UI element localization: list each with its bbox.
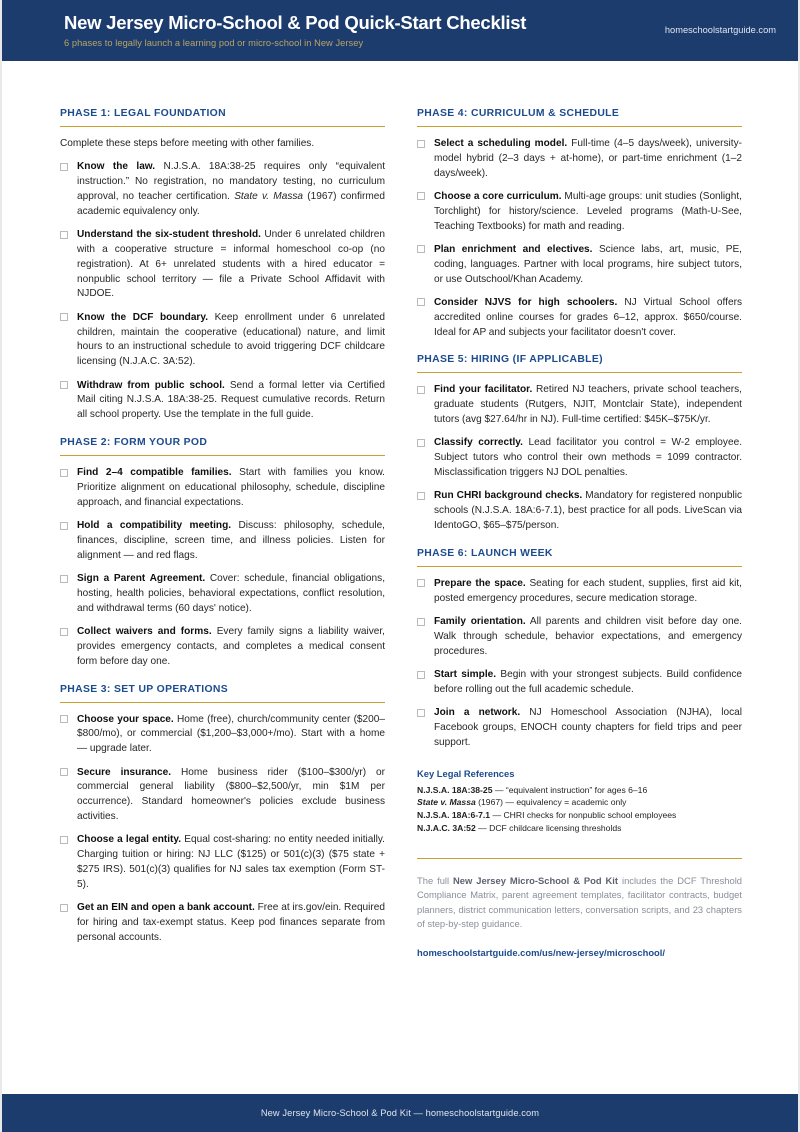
checklist-item-body: Mandatory for registered nonpublic schools (N.J.S.A. 18A:6-7.1), best practice for all pods. LiveScan via IdentoGO, $65–$75/person. <box>434 490 742 532</box>
left-column <box>60 108 385 1094</box>
checklist-item[interactable] <box>60 160 385 219</box>
checklist-item[interactable] <box>60 625 385 669</box>
checklist-item[interactable] <box>417 243 742 287</box>
document-header <box>2 0 798 61</box>
phase-heading: PHASE 6: LAUNCH WEEK <box>417 547 553 559</box>
phase-heading: PHASE 4: CURRICULUM & SCHEDULE <box>417 108 620 119</box>
checklist-item-body: NJ Virtual School offers accredited online courses for grades 6–12, approx. $650/course. Ideal for AP and subjects your facilitator doesn't cover. <box>434 296 742 338</box>
checkbox-icon[interactable] <box>60 575 68 583</box>
reference-description: — DCF childcare licensing thresholds <box>475 822 622 833</box>
reference-citation: N.J.A.C. 3A:52 <box>417 822 476 833</box>
checklist-item-body: Home business rider ($100–$300/yr) or commercial general liability ($800–$2,500/yr, min $1M per occurrence). Standard homeowner's policies exclude business activities. <box>77 766 385 822</box>
checklist-item[interactable] <box>417 615 742 659</box>
checkbox-icon[interactable] <box>417 579 425 587</box>
checklist-item[interactable] <box>417 190 742 234</box>
checklist-item-title: Find your facilitator. <box>434 384 533 396</box>
checklist-item-title: Know the law. <box>77 161 156 173</box>
checkbox-icon[interactable] <box>60 715 68 723</box>
checklist-item-title: Find 2–4 compatible families. <box>77 467 232 479</box>
header-site-url: homeschoolstartguide.com <box>664 25 776 35</box>
phase-section <box>417 108 742 340</box>
checklist <box>60 160 385 423</box>
phase-divider <box>60 702 385 703</box>
page-subtitle: 6 phases to legally launch a learning pod or micro-school in New Jersey <box>64 37 364 48</box>
reference-description: — CHRI checks for nonpublic school employees <box>490 810 677 821</box>
checklist-item-body: Lead facilitator you control = W-2 employee. Subject tutors who control their own methods = 1099 contractor. Misclassification triggers NJ DOL penalties. <box>434 437 742 479</box>
checklist-item-title: Collect waivers and forms. <box>77 626 212 638</box>
checkbox-icon[interactable] <box>60 836 68 844</box>
document-body <box>2 61 798 1094</box>
checkbox-icon[interactable] <box>60 313 68 321</box>
checklist-item[interactable] <box>60 228 385 302</box>
checklist-item[interactable] <box>60 466 385 510</box>
phase-heading: PHASE 3: SET UP OPERATIONS <box>60 683 229 695</box>
checklist-item[interactable] <box>60 519 385 563</box>
checkbox-icon[interactable] <box>417 492 425 500</box>
checklist-item[interactable] <box>60 311 385 370</box>
reference-item <box>417 784 742 797</box>
checklist-item-title: Choose a legal entity. <box>77 834 182 846</box>
checklist <box>417 383 742 533</box>
checklist-item-title: Plan enrichment and electives. <box>434 243 593 255</box>
references-heading: Key Legal References <box>417 767 515 779</box>
checklist-item-body: Home (free), church/community center ($200–$800/mo), or commercial ($1,200–$3,000+/mo). Start with a home — upgrade later. <box>77 713 386 755</box>
checklist-item-case-citation: State v. Massa <box>234 190 304 202</box>
checklist-item[interactable] <box>417 577 742 607</box>
checklist-item-body-tail: (1967) confirmed academic equivalency only. <box>77 190 385 217</box>
checklist-item-body: Retired NJ teachers, private school teachers, graduate students (Rutgers, NJIT, Montclair State), independent tutors (avg $27.64/hr in NJ). Full-time certified: $45K–$75K/yr. <box>434 384 742 426</box>
phase-divider <box>60 126 385 127</box>
phase-divider <box>417 126 742 127</box>
reference-description: — “equivalent instruction” for ages 6–16 <box>492 784 648 795</box>
checkbox-icon[interactable] <box>417 386 425 394</box>
checklist-item-title: Consider NJVS for high schoolers. <box>434 296 618 308</box>
checklist-item-title: Withdraw from public school. <box>77 379 225 391</box>
footer-text: New Jersey Micro-School & Pod Kit — homeschoolstartguide.com <box>260 1108 540 1118</box>
checklist-item-title: Secure insurance. <box>77 766 172 778</box>
checklist <box>60 713 385 946</box>
checklist-item-body: All parents and children visit before day one. Walk through schedule, behavior expectations, and emergency procedures. <box>434 616 742 657</box>
phase-section <box>60 684 385 946</box>
checkbox-icon[interactable] <box>60 904 68 912</box>
checkbox-icon[interactable] <box>60 469 68 477</box>
phase-divider <box>417 372 742 373</box>
checkbox-icon[interactable] <box>60 381 68 389</box>
checkbox-icon[interactable] <box>60 768 68 776</box>
checklist-item-title: Get an EIN and open a bank account. <box>77 902 255 914</box>
checkbox-icon[interactable] <box>417 298 425 306</box>
checklist-item-body: Seating for each student, supplies, first aid kit, posted emergency procedures, secure medication storage. <box>434 577 742 604</box>
checklist-item-title: Run CHRI background checks. <box>434 490 583 502</box>
checklist-item-title: Understand the six-student threshold. <box>77 229 261 241</box>
checklist-item-title: Prepare the space. <box>434 577 526 589</box>
checklist-item-body: NJ Homeschool Association (NJHA), local Facebook groups, ENOCH county chapters for field trips and peer support. <box>434 707 742 748</box>
checklist-item[interactable] <box>60 766 385 825</box>
checklist-item[interactable] <box>417 383 742 427</box>
header-text-group <box>64 13 665 48</box>
checklist-item-title: Know the DCF boundary. <box>77 311 209 323</box>
document-footer <box>2 1094 798 1132</box>
checklist-item-title: Start simple. <box>434 669 497 681</box>
page-title: New Jersey Micro-School & Pod Quick-Start Checklist <box>64 12 527 34</box>
promo-section <box>417 858 742 961</box>
checklist-item-body: Keep enrollment under 6 unrelated children, maintain the cooperative (educational) nature, and limit hours to an instructional schedule to avoid triggering DCF childcare licensing (N.J.A.C. 3A:52). <box>77 311 385 368</box>
phase-heading: PHASE 5: HIRING (IF APPLICABLE) <box>417 354 603 366</box>
checklist-item[interactable] <box>417 489 742 533</box>
phase-section <box>417 354 742 533</box>
key-legal-references <box>417 768 742 835</box>
checkbox-icon[interactable] <box>417 439 425 447</box>
checkbox-icon[interactable] <box>60 231 68 239</box>
checklist-item-body: Every family signs a liability waiver, provides emergency contacts, and completes a medical consent form before day one. <box>77 626 385 667</box>
promo-link[interactable]: homeschoolstartguide.com/us/new-jersey/microschool/ <box>417 946 665 958</box>
phase-divider <box>60 455 385 456</box>
checklist-item-body: Equal cost-sharing: no entity needed initially. Charging tuition or hiring: NJ LLC ($125) or 501(c)(3) ($75 state + $275 IRS). 501(c)(3) qualifies for NJ sales tax exemption (Form ST-5). <box>77 834 385 890</box>
promo-description <box>417 874 742 932</box>
checklist-item-body: Send a formal letter via Certified Mail citing N.J.S.A. 18A:38-25. Request cumulative records. Return all school property. Use the template in the full guide. <box>77 379 385 421</box>
phase-divider <box>417 566 742 567</box>
checklist-item[interactable] <box>417 137 742 181</box>
checklist-item-body: Cover: schedule, financial obligations, hosting, health policies, behavioral expectations, conflict resolution, and withdrawal terms (60 days' notice). <box>77 573 385 614</box>
checklist-item[interactable] <box>417 668 742 698</box>
checkbox-icon[interactable] <box>60 163 68 171</box>
phase-section <box>60 108 385 423</box>
phase-heading: PHASE 1: LEGAL FOUNDATION <box>60 108 226 119</box>
checkbox-icon[interactable] <box>417 671 425 679</box>
checklist-item[interactable] <box>60 833 385 892</box>
checklist <box>60 466 385 669</box>
checklist-item-body: Free at irs.gov/ein. Required for hiring and tax-exempt status. Keep pod finances separate from personal accounts. <box>77 902 386 943</box>
checklist-item-title: Classify correctly. <box>434 437 523 449</box>
checklist-item[interactable] <box>417 436 742 480</box>
checklist-item-title: Join a network. <box>434 707 521 719</box>
reference-description: (1967) — equivalency = academic only <box>475 797 627 808</box>
checkbox-icon[interactable] <box>417 618 425 626</box>
checklist-item-title: Choose your space. <box>77 713 174 725</box>
checklist-item-body: Begin with your strongest subjects. Build confidence before rolling out the full academic schedule. <box>434 669 742 695</box>
checkbox-icon[interactable] <box>417 709 425 717</box>
checklist <box>417 577 742 751</box>
checklist-item[interactable] <box>60 379 385 423</box>
checklist-item-body: Full-time (4–5 days/week), university-model hybrid (2–3 days + at-home), or part-time enrichment (1–2 days/week). <box>434 138 742 179</box>
reference-citation: State v. Massa <box>417 797 476 808</box>
checklist-item-title: Choose a core curriculum. <box>434 190 562 202</box>
phase-section <box>60 437 385 669</box>
promo-lead-text: The full <box>417 874 454 886</box>
checklist-item-body: N.J.S.A. 18A:38-25 requires only “equivalent instruction.” No registration, no mandatory testing, no curriculum approval, no teacher certification. <box>77 161 385 202</box>
checkbox-icon[interactable] <box>60 522 68 530</box>
phase-intro-text: Complete these steps before meeting with other families. <box>60 138 315 149</box>
promo-divider <box>417 858 742 859</box>
checklist-item-body: Under 6 unrelated children with a cooperative structure = informal homeschool co-op (no registration). At 6+ unrelated students with a hired educator = nonpublic school territory — file a Private School Affidavit with NJDOE. <box>77 229 385 300</box>
reference-citation: N.J.S.A. 18A:6-7.1 <box>417 810 491 821</box>
checklist-item-title: Sign a Parent Agreement. <box>77 573 206 585</box>
checklist-item-body: Discuss: philosophy, schedule, finances, discipline, screen time, and illness policies. Listen for alignment — and red flags. <box>77 520 385 561</box>
right-column <box>417 108 742 1094</box>
references-list <box>417 784 742 835</box>
checkbox-icon[interactable] <box>417 192 425 200</box>
checklist-item[interactable] <box>60 901 385 945</box>
checklist-item-title: Hold a compatibility meeting. <box>77 520 232 532</box>
promo-tail-text: includes the DCF Threshold Compliance Matrix, parent agreement templates, facilitator contracts, budget planners, district communication letters, conversation scripts, and 23 chapters of step-by-step guidance. <box>417 874 742 930</box>
checklist-item-body: Science labs, art, music, PE, coding, languages. Partner with local programs, hire subject tutors, or use Outschool/Khan Academy. <box>434 243 742 285</box>
phase-heading: PHASE 2: FORM YOUR POD <box>60 437 208 449</box>
reference-item <box>417 809 742 822</box>
checkbox-icon[interactable] <box>60 628 68 636</box>
reference-item <box>417 822 742 835</box>
checklist-item[interactable] <box>60 572 385 616</box>
checklist-item-title: Family orientation. <box>434 616 526 628</box>
checklist-item[interactable] <box>417 706 742 750</box>
promo-kit-name: New Jersey Micro-School & Pod Kit <box>453 874 619 886</box>
checklist-item-title: Select a scheduling model. <box>434 138 568 149</box>
checklist-item[interactable] <box>60 713 385 757</box>
checkbox-icon[interactable] <box>417 245 425 253</box>
phase-section <box>417 548 742 751</box>
checklist-item[interactable] <box>417 296 742 340</box>
reference-citation: N.J.S.A. 18A:38-25 <box>417 784 493 795</box>
reference-item <box>417 796 742 809</box>
checklist <box>417 137 742 340</box>
checkbox-icon[interactable] <box>417 140 425 148</box>
checklist-item-body: Multi-age groups: unit studies (Sonlight, Torchlight) for history/science. Leveled programs (Math-U-See, Teaching Textbooks) for math and reading. <box>434 190 742 232</box>
checklist-item-body: Start with families you know. Prioritize alignment on educational philosophy, schedule, discipline approach, and financial expectations. <box>77 467 385 508</box>
